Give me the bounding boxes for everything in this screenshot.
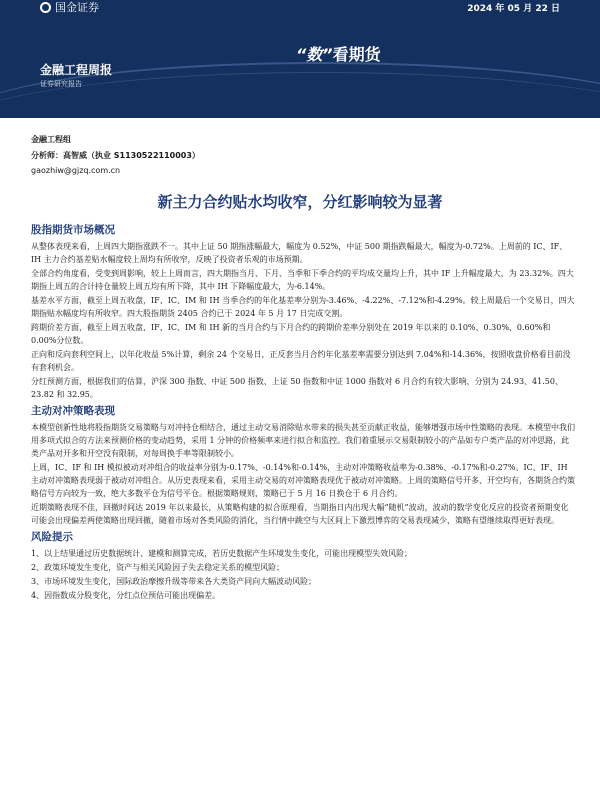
header-banner <box>0 0 600 118</box>
paragraph: 分红预测方面，根据我们的估算，沪深 300 指数、中证 500 指数、上证 50 指数和中证 1000 指数对 6 月合约有较大影响，分别为 24.93、41.50、23.82 和 32.95。 <box>31 377 563 399</box>
paragraph: 全部合约角度看，受变到周影响，较上上周而言，四大期指当月、下月、当季和下季合约的平均成交量均上升，其中 IF 上升幅度最大，为 23.32%。四大期指上周五的合计持仓量较上周五均有所下降，其中 IH 下降幅度最大，为-6.14%。 <box>31 269 574 291</box>
report-title <box>296 42 381 65</box>
analyst-info: 分析师：高智威（执业 S1130522110003） <box>31 151 200 160</box>
risk-item: 3、市场环境发生变化，国际政治摩擦升级等带来各大类资产同向大幅波动风险； <box>31 577 317 586</box>
section-heading-strategy: 主动对冲策略表现 <box>31 405 115 417</box>
risk-item: 2、政策环境发生变化，资产与相关风险因子失去稳定关系的模型风险； <box>31 563 285 572</box>
analyst-email[interactable]: gaozhiw@gjzq.com.cn <box>31 166 121 175</box>
paragraph: 跨期价差方面，截至上周五收盘，IF、IC、IM 和 IH 新的当月合约与下月合约的跨期价差率分别处在 2019 年以来的 0.10%、0.30%、0.60%和 0.00%分位数。 <box>31 323 551 345</box>
section-heading-market: 股指期货市场概况 <box>31 224 115 236</box>
logo-text: 国金证券 <box>55 1 99 14</box>
paragraph: 从整体表现来看，上周四大期指涨跌不一。其中上证 50 期指涨幅最大，幅度为 0.52%，中证 500 期指跌幅最大，幅度为-0.72%。上周前的 IC、IF、IH 主力合约基差贴水幅度较上周均有所收窄，反映了投资者乐观的市场预期。 <box>31 242 568 264</box>
report-series: 金融工程周报 <box>40 63 113 77</box>
report-type: 证券研究报告 <box>40 80 82 88</box>
paragraph: 正向和反向套利空间上，以年化收益 5%计算，剩余 24 个交易日，正反套当月合约年化基差率需要分别达到 7.04%和-14.36%，按照收盘价格看目前没有套利机会。 <box>31 350 571 372</box>
report-title-quoted: “数” <box>296 45 333 64</box>
report-title-rest: 看期货 <box>332 45 381 64</box>
risk-item: 1、以上结果通过历史数据统计、建模和测算完成，若历史数据产生环境发生变化，可能出现模型失效风险； <box>31 549 413 558</box>
company-logo <box>40 0 99 14</box>
main-title: 新主力合约贴水均收窄，分红影响较为显著 <box>157 193 443 211</box>
paragraph: 本模型创新性地将股指期货交易策略与对冲持仓相结合，通过主动交易消除贴水带来的损失甚至贡献正收益，能够增强市场中性策略的表现。本模型中我们用多项式拟合的方法来预测价格的变动趋势，采用 1 分钟的价格频率来进行拟合和监控。我们着重展示交易限制较小的产品如专户类产品的对冲思路，此类产品对开多和开空没有限制，对每周换手率等限制较小。 <box>31 423 575 458</box>
paragraph: 基差水平方面，截至上周五收盘，IF、IC、IM 和 IH 当季合约的年化基差率分别为-3.46%、-4.22%、-7.12%和-4.29%。较上周最后一个交易日，四大期指贴水幅度均有所收窄。四大股指期货 2405 合约已于 2024 年 5 月 17 日完成交割。 <box>31 296 575 318</box>
team-name: 金融工程组 <box>31 135 71 144</box>
report-body <box>31 220 576 603</box>
paragraph: 近期策略表现不佳，回撤时间达 2019 年以来最长，从策略构建的拟合原理看，当期指日内出现大幅“随机”波动，波动的数学变化反应的投资者预期变化可能会出现偏差两使策略出现回撤，随着市场对各类风险的消化，当行情中跳空与大区间上下激烈博弈的交易表现减少，策略有望继续取得更好表现。 <box>31 503 569 525</box>
section-heading-risk: 风险提示 <box>31 531 73 543</box>
logo-mark-icon <box>40 2 51 13</box>
report-date: 2024 年 05 月 22 日 <box>467 4 560 14</box>
risk-item: 4、因指数成分股变化，分红点位预估可能出现偏差。 <box>31 591 221 600</box>
paragraph: 上周，IC、IF 和 IH 模拟被动对冲组合的收益率分别为-0.17%、-0.14%和-0.14%，主动对冲策略收益率为-0.38%、-0.17%和-0.27%。IC、IF、IH 主动对冲策略表现弱于被动对冲组合。从历史表现来看，采用主动交易的对冲策略表现优于被动对冲策略。上周的策略信号开多、开空均有，各期货合约策略信号方向较为一致，绝大多数平仓为信号平仓。根据策略规则，策略已于 5 月 16 日换仓于 6 月合约。 <box>31 463 575 498</box>
